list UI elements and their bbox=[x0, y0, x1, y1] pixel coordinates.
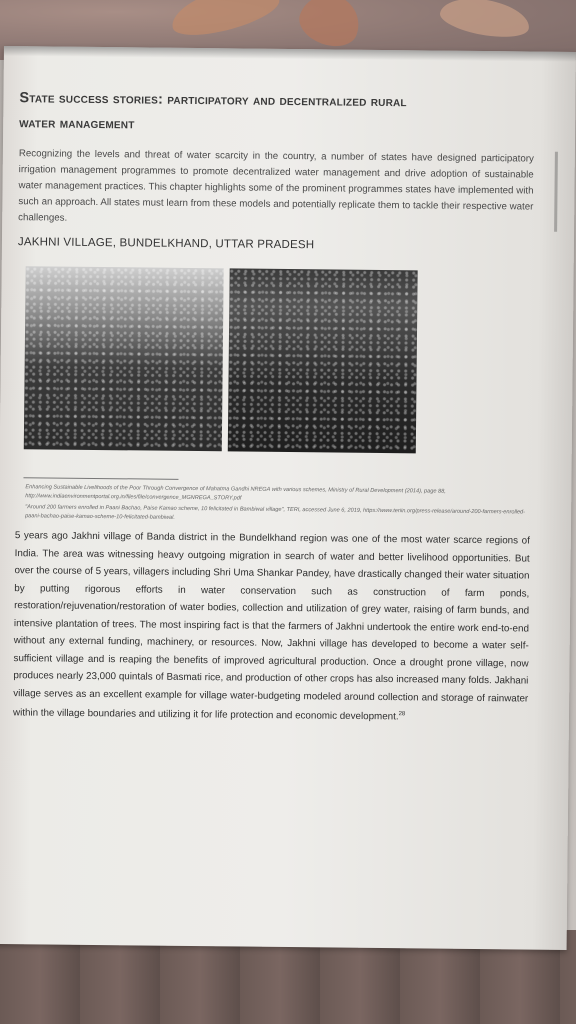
farmer-photo bbox=[228, 268, 418, 453]
body-paragraph bbox=[13, 527, 530, 727]
body-text: 5 years ago Jakhni village of Banda district in the Bundelkhand region was one of the most water scarce regions of India. The area was witnessing heavy outgoing migration in search of water and better livelihood opportunities. But over the course of 5 years, villagers including Shri Uma Shankar Pandey, have drastically changed their water situation by putting rigorous efforts in water conservation such as construction of farm ponds, restoration/rejuvenation/restoration of water bodies, collection and utilization of grey water, raising of farm bunds, and intensive plantation of trees. The most inspiring fact is that the farmers of Jakhni undertook the entire work end-to-end without any external funding, machinery, or resources. Now, Jakhni village has developed to become a water self-sufficient village and is reaping the benefits of improved agricultural production. Once a drought prone village, now produces nearly 23,000 quintals of Basmati rice, and production of other crops has also increased many folds. Jakhani village serves as an excellent example for village water-budgeting modeled around collection and storage of rainwater within the village boundaries and utilizing it for life protection and economic development. bbox=[12, 530, 530, 723]
section-title-line-2: water management bbox=[19, 115, 135, 133]
page-content bbox=[13, 86, 535, 737]
village-pond-photo bbox=[24, 266, 224, 451]
footnote bbox=[25, 483, 530, 506]
case-study-heading: JAKHNI VILLAGE, BUNDELKHAND, UTTAR PRADESH bbox=[17, 236, 315, 252]
footnote-text: Enhancing Sustainable Livelihoods of the Poor Through Convergence of Mahatma Gandhi NREGA with various schemes, Ministry of Rural Development (2014), page 88, http://www.indiaenvironmentportal.org.in/files/file/convergence_MGNREGA_STORY.pdf bbox=[25, 484, 446, 502]
footnote-text: "Around 200 farmers enrolled in Paani Bachao, Paise Kamao scheme, 10 felicitated in Bambiwal village", TERI, accessed June 6, 2019, https://www.teriin.org/press-release/around-200-farmers-enrolled-paani-bachao-paise-kamao-scheme-10-felicitated-bambiwal. bbox=[25, 504, 526, 521]
section-title bbox=[19, 86, 534, 141]
footnote-ref: 28 bbox=[398, 711, 406, 718]
footnote-rule bbox=[23, 477, 178, 480]
section-title-line-1: State success stories: participatory and decentralized rural bbox=[19, 90, 407, 111]
photo-row bbox=[16, 266, 533, 456]
intro-paragraph: Recognizing the levels and threat of water scarcity in the country, a number of states have designed participatory irrigation management programmes to promote decentralized water management and drive adoption of sustainable water management practices. This chapter highlights some of the prominent programmes states have implemented with such an approach. All states must learn from these models and potentially replicate them to tackle their respective water challenges. bbox=[18, 148, 534, 224]
footnote bbox=[25, 503, 530, 526]
document-page bbox=[0, 46, 576, 950]
page-mark bbox=[554, 152, 558, 232]
